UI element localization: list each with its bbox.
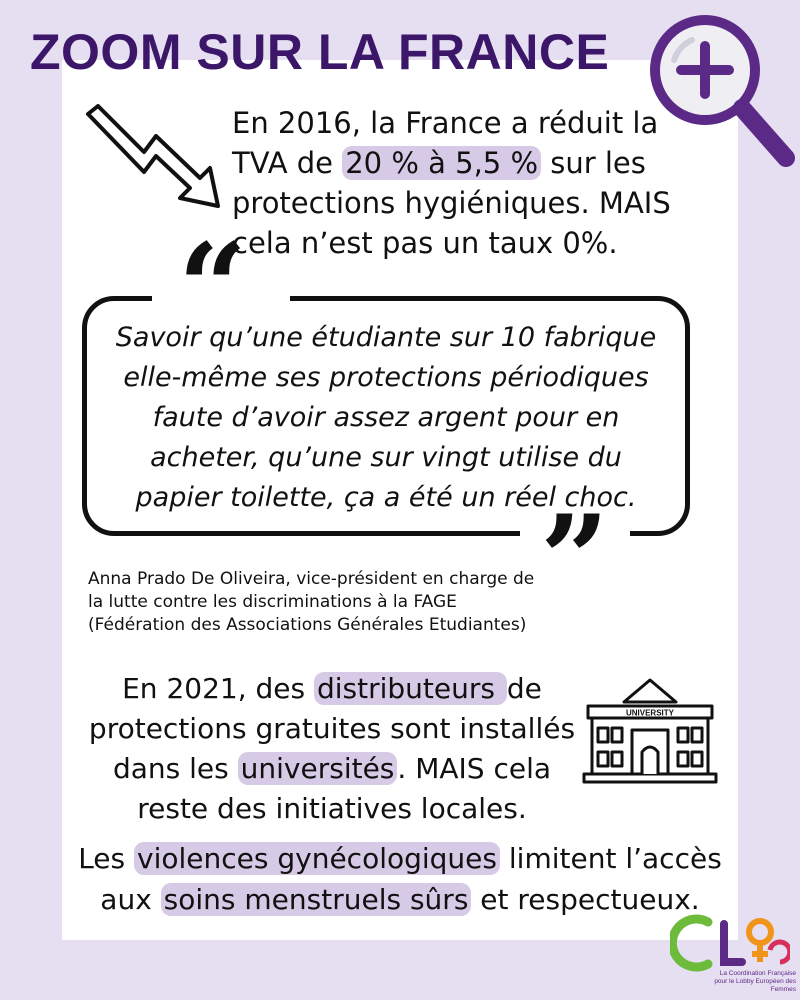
tva-line-1: En 2016, la France a réduit la (232, 106, 659, 140)
distributors-highlight: distributeurs (314, 672, 507, 705)
down-trend-arrow-icon (82, 100, 232, 215)
distributors-line-4: reste des initiatives locales. (137, 792, 527, 825)
tva-line-2: TVA de 20 % à 5,5 % sur les (232, 146, 646, 180)
distributors-paragraph (82, 669, 582, 829)
open-quote-icon: “ (178, 217, 248, 358)
violence-paragraph (62, 838, 738, 920)
distributors-line-1: En 2021, des distributeurs de (122, 672, 542, 705)
tva-line-4: cela n’est pas un taux 0%. (232, 226, 618, 260)
quote-attribution: Anna Prado De Oliveira, vice-président en charge de la lutte contre les discriminations à la FAGE (Fédération des Associations Générales Etudiantes) (88, 569, 535, 635)
tva-rate-highlight: 20 % à 5,5 % (342, 146, 541, 180)
university-sign: UNIVERSITY (625, 708, 675, 718)
page-title: ZOOM SUR LA FRANCE (30, 24, 610, 80)
university-building-icon (582, 672, 718, 784)
distributors-line-2: protections gratuites sont installés (88, 712, 576, 745)
violence-line-1: Les violences gynécologiques limitent l’accès (78, 842, 722, 875)
safe-care-highlight: soins menstruels sûrs (161, 883, 472, 916)
tva-line-3: protections hygiéniques. MAIS (232, 186, 671, 220)
distributors-line-3: dans les universités . MAIS cela (112, 752, 552, 785)
violence-line-2: aux soins menstruels sûrs et respectueux. (100, 883, 700, 916)
quote-text: Savoir qu’une étudiante sur 10 fabrique elle-même ses protections périodiques faute d’avoir assez argent pour en acheter, qu’une sur vingt utilise du papier toilette, ça a été un réel choc. (115, 322, 657, 513)
tva-paragraph (232, 103, 712, 263)
logo-caption: La Coordination Française pour le Lobby Européen des Femmes (714, 970, 796, 993)
universities-highlight: universités (238, 752, 398, 785)
violence-highlight: violences gynécologiques (134, 842, 500, 875)
close-quote-icon: ” (540, 489, 610, 630)
